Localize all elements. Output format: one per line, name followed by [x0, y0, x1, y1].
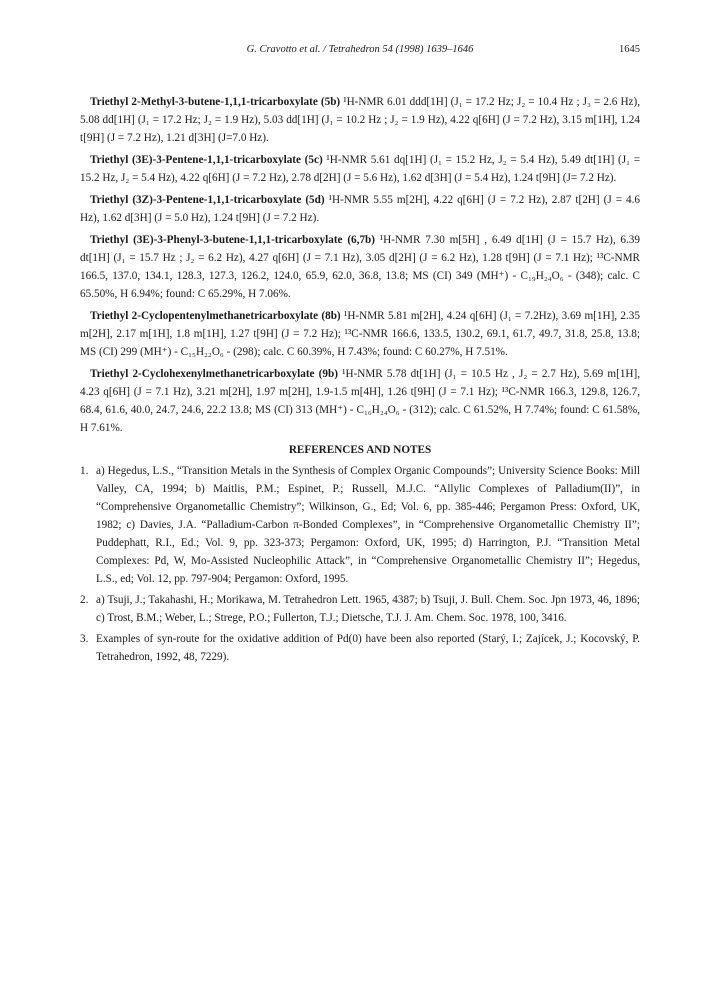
compound-name: Triethyl 2-Cyclohexenylmethanetricarboxylate (9b) — [90, 368, 338, 380]
reference-number: 2. — [80, 594, 89, 606]
reference-text: Examples of syn-route for the oxidative addition of Pd(0) have been also reported (Starý, I.; Zajícek, J.; Kocovský, P. Tetrahedron, 1992, 48, 7229). — [96, 633, 640, 663]
reference-text: a) Hegedus, L.S., “Transition Metals in the Synthesis of Complex Organic Compounds”; University Science Books: Mill Valley, CA, 1994; b) Maitlis, P.M.; Espinet, P.; Russell, M.J.C. “Allylic Complexes of Palladium(II)”, in “Comprehensive Organometallic Chemistry”; Wilkinson, G., Ed; Vol. 6, pp. 385-446; Pergamon Press: Oxford, UK, 1982; c) Davies, J.A. “Palladium-Carbon π-Bonded Complexes”, in “Comprehensive Organometallic Chemistry II”; Puddephatt, R.I., Ed.; Vol. 9, pp. 323-373; Pergamon: Oxford, UK, 1995; d) Harrington, P.J. “Transition Metal Complexes: Pd, W, Mo-Assisted Nucleophilic Attack”, in “Comprehensive Organometallic Chemistry II”; Hegedus, L.S., ed; Vol. 12, pp. 797-904; Pergamon: Oxford, 1995. — [96, 465, 640, 585]
compound-name: Triethyl 2-Cyclopentenylmethanetricarboxylate (8b) — [90, 310, 341, 322]
page-number: 1645 — [619, 44, 640, 55]
reference-item — [80, 462, 640, 588]
compound-data: ¹H-NMR 5.81 m[2H], 4.24 q[6H] (J₁ = 7.2Hz), 3.69 m[1H], 2.35 m[2H], 2.17 m[1H], 1.8 m[1H], 1.27 t[9H] (J = 7.2 Hz); ¹³C-NMR 166.6, 133.5, 130.2, 69.1, 61.7, 49.7, 31.8, 25.8, 13.8; MS (CI) 299 (MH⁺) - C₁₅H₂₂O₆ - (298); calc. C 60.39%, H 7.43%; found: C 60.27%, H 7.51%. — [80, 310, 640, 358]
reference-item — [80, 630, 640, 666]
compound-name: Triethyl 2-Methyl-3-butene-1,1,1-tricarboxylate (5b) — [90, 96, 341, 108]
reference-text: a) Tsuji, J.; Takahashi, H.; Morikawa, M. Tetrahedron Lett. 1965, 4387; b) Tsuji, J. Bull. Chem. Soc. Jpn 1973, 46, 1896; c) Trost, B.M.; Weber, L.; Strege, P.O.; Fullerton, T.J.; Dietsche, T.J. J. Am. Chem. Soc. 1978, 100, 3416. — [96, 594, 640, 624]
compound-entry-5d — [80, 191, 640, 227]
reference-number: 1. — [80, 465, 89, 477]
article-body — [80, 93, 640, 669]
compound-data: ¹H-NMR 5.61 dq[1H] (J₁ = 15.2 Hz, J₂ = 5.4 Hz), 5.49 dt[1H] (J₁ = 15.2 Hz, J₂ = 5.4 Hz), 4.22 q[6H] (J = 7.2 Hz), 2.78 d[2H] (J = 5.6 Hz), 1.62 d[3H] (J = 5.4 Hz), 1.24 t[9H] (J= 7.2 Hz). — [80, 154, 641, 184]
compound-name: Triethyl (3E)-3-Pentene-1,1,1-tricarboxylate (5c) — [90, 154, 323, 166]
compound-entry-6-7b — [80, 231, 640, 303]
running-title: G. Cravotto et al. / Tetrahedron 54 (1998) 1639–1646 — [246, 44, 474, 55]
reference-number: 3. — [80, 633, 89, 645]
compound-entry-9b — [80, 365, 640, 437]
running-header — [0, 44, 720, 60]
compound-data: ¹H-NMR 6.01 ddd[1H] (J₁ = 17.2 Hz; J₂ = 10.4 Hz ; J₃ = 2.6 Hz), 5.08 dd[1H] (J₁ = 17.2 Hz; J₂ = 1.9 Hz), 5.03 dd[1H] (J₁ = 10.2 Hz ; J₂ = 1.9 Hz), 4.22 q[6H] (J = 7.2 Hz), 3.15 m[1H], 1.24 t[9H] (J = 7.2 Hz), 1.21 d[3H] (J=7.0 Hz). — [80, 96, 641, 144]
compound-data: ¹H-NMR 5.55 m[2H], 4.22 q[6H] (J = 7.2 Hz), 2.87 t[2H] (J = 4.6 Hz), 1.62 d[3H] (J = 5.0 Hz), 1.24 t[9H] (J = 7.2 Hz). — [80, 194, 640, 224]
references-heading: REFERENCES AND NOTES — [288, 444, 432, 456]
compound-entry-8b — [80, 307, 640, 361]
compound-data: ¹H-NMR 7.30 m[5H] , 6.49 d[1H] (J = 15.7 Hz), 6.39 dt[1H] (J₁ = 15.7 Hz ; J₂ = 6.2 Hz), 4.27 q[6H] (J = 7.1 Hz), 3.05 d[2H] (J = 6.2 Hz), 1.28 t[9H] (J = 7.1 Hz); ¹³C-NMR 166.5, 137.0, 134.1, 128.3, 127.3, 126.2, 124.0, 65.9, 62.0, 36.8, 13.8; MS (CI) 349 (MH⁺) - C₁₉H₂₄O₆ - (348); calc. C 65.50%, H 6.94%; found: C 65.29%, H 7.06%. — [80, 234, 640, 300]
compound-entry-5b — [80, 93, 640, 147]
compound-name: Triethyl (3Z)-3-Pentene-1,1,1-tricarboxylate (5d) — [90, 194, 325, 206]
compound-name: Triethyl (3E)-3-Phenyl-3-butene-1,1,1-tricarboxylate (6,7b) — [90, 234, 375, 246]
compound-entry-5c — [80, 151, 640, 187]
reference-item — [80, 591, 640, 627]
compound-data: ¹H-NMR 5.78 dt[1H] (J₁ = 10.5 Hz , J₂ = 2.7 Hz), 5.69 m[1H], 4.23 q[6H] (J = 7.1 Hz), 3.21 m[2H], 1.97 m[2H], 1.9-1.5 m[4H], 1.26 t[9H] (J = 7.1 Hz); ¹³C-NMR 166.3, 129.8, 126.7, 68.4, 61.6, 40.0, 24.7, 24.6, 22.2 13.8; MS (CI) 313 (MH⁺) - C₁₆H₂₄O₆ - (312); calc. C 61.52%, H 7.74%; found: C 61.58%, H 7.61%. — [80, 368, 641, 434]
